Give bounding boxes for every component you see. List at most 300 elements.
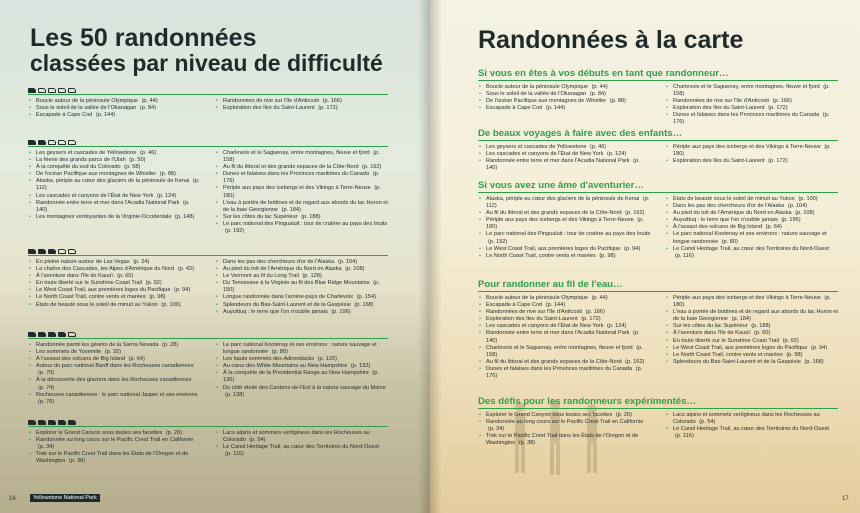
hike-page-ref: (p. 132) bbox=[350, 363, 371, 370]
hike-title: En toute liberté sur le Sunshine Coast Trail bbox=[673, 337, 780, 344]
hike-page-ref: (p. 140) bbox=[486, 158, 640, 172]
hike-list-item bbox=[215, 385, 388, 399]
hike-list-item bbox=[478, 323, 651, 330]
hike-title: Les hauts sommets des Adirondacks bbox=[223, 356, 315, 363]
hike-list-item bbox=[215, 309, 388, 316]
hike-list bbox=[478, 295, 651, 380]
hike-list-item bbox=[28, 437, 201, 451]
section-heading: Pour randonner au fil de l'eau… bbox=[478, 279, 838, 292]
hike-list bbox=[478, 196, 651, 260]
hike-list-item bbox=[28, 214, 201, 221]
hike-title: Le West Coast Trail, aux premières loges du Pacifique bbox=[486, 245, 621, 252]
hike-title: Trek sur le Pacific Crest Trail dans les États de l'Oregon et de Washington bbox=[36, 451, 189, 465]
hike-title: Les sommets de Yosemite bbox=[36, 349, 102, 356]
hike-page-ref: (p. 44) bbox=[141, 98, 158, 104]
hike-page-ref: (p. 184) bbox=[281, 206, 301, 213]
hike-page-ref: (p. 124) bbox=[156, 192, 177, 199]
hike-list bbox=[215, 98, 388, 112]
hike-list-item bbox=[215, 221, 388, 235]
hike-title: Périple aux pays des icebergs et des Vikings à Terre-Neuve bbox=[486, 217, 634, 224]
hike-list bbox=[665, 84, 838, 127]
hike-page-ref: (p. 166) bbox=[772, 98, 792, 105]
hike-list-item bbox=[665, 309, 838, 323]
hike-list-item bbox=[215, 302, 388, 309]
hike-page-ref: (p. 176) bbox=[486, 365, 643, 380]
hike-list bbox=[28, 430, 201, 465]
hike-page-ref: (p. 108) bbox=[345, 266, 365, 273]
hike-page-ref: (p. 116) bbox=[675, 433, 694, 440]
book-gutter bbox=[418, 0, 442, 513]
hike-page-ref: (p. 104) bbox=[337, 259, 358, 265]
hike-list-item bbox=[478, 151, 651, 158]
hike-title: Le Canol Heritage Trail, au cœur des Territoires du Nord-Ouest bbox=[223, 444, 379, 451]
hike-list bbox=[478, 144, 651, 172]
hike-title: Auyuittuq : le terre que l'on n'oublie jamais bbox=[673, 217, 778, 224]
hike-page-ref: (p. 176) bbox=[223, 171, 380, 185]
boot-icon bbox=[68, 249, 76, 254]
hike-page-ref: (p. 76) bbox=[38, 398, 55, 405]
difficulty-group bbox=[28, 138, 388, 235]
hike-title: Au fil du littoral et des grands espaces de la Côte-Nord bbox=[223, 164, 359, 171]
hike-page-ref: (p. 98) bbox=[599, 252, 616, 259]
hike-list-item bbox=[28, 98, 201, 105]
boot-icon bbox=[38, 140, 46, 145]
list-column bbox=[28, 150, 201, 235]
boot-icon bbox=[38, 332, 46, 337]
hike-list-item bbox=[28, 280, 201, 287]
hike-title: En pleine nature autour de Las Vegas bbox=[36, 259, 130, 265]
hike-list-item bbox=[478, 295, 651, 302]
hike-title: Explorer le Grand Canyon sous toutes ses facettes bbox=[486, 412, 613, 418]
hike-title: Périple aux pays des icebergs et des Vikings à Terre-Neuve bbox=[223, 185, 371, 192]
list-column bbox=[28, 98, 201, 119]
hike-page-ref: (p. 50) bbox=[129, 157, 146, 164]
hike-title: Le Canol Heritage Trail, au cœur des Territoires du Nord-Ouest bbox=[673, 245, 829, 252]
hike-title: Le North Coast Trail, contre vents et marées bbox=[486, 252, 596, 259]
hike-page-ref: (p. 192) bbox=[225, 228, 245, 235]
hike-title: Périple aux pays des icebergs et des Vikings à Terre-Neuve bbox=[673, 144, 821, 150]
hike-list bbox=[665, 295, 838, 366]
hike-page-ref: (p. 98) bbox=[149, 294, 166, 301]
hike-list-item bbox=[28, 178, 201, 192]
hike-page-ref: (p. 24) bbox=[133, 259, 150, 265]
hike-page-ref: (p. 94) bbox=[174, 287, 191, 294]
hike-list-item bbox=[665, 338, 838, 345]
hike-title: Le North Coast Trail, contre vents et marées bbox=[673, 351, 783, 358]
hike-page-ref: (p. 104) bbox=[787, 203, 808, 210]
hike-title: À l'assaut des volcans de Big Island bbox=[36, 356, 126, 363]
hike-list-item bbox=[28, 377, 201, 391]
hike-list-item bbox=[28, 294, 201, 301]
hike-list-item bbox=[28, 273, 201, 280]
hike-page-ref: (p. 20) bbox=[615, 412, 632, 418]
hike-list-item bbox=[28, 164, 201, 171]
boot-icon bbox=[58, 140, 66, 145]
hike-list-item bbox=[28, 200, 201, 214]
hike-title: Randonnée entre terre et mer dans l'Acadia National Park bbox=[486, 158, 630, 165]
difficulty-rating bbox=[28, 86, 388, 95]
hike-list-item bbox=[665, 359, 838, 366]
hike-list-item bbox=[215, 280, 388, 294]
hike-title: À l'aventure dans l'île de Kaua'i bbox=[36, 273, 114, 280]
hike-page-ref: (p. 100) bbox=[798, 196, 818, 202]
hike-list-item bbox=[478, 419, 651, 433]
hike-list-item bbox=[28, 112, 201, 119]
hike-list-item bbox=[478, 217, 651, 231]
hike-list-item bbox=[28, 302, 201, 309]
hike-page-ref: (p. 162) bbox=[362, 164, 382, 171]
hike-page-ref: (p. 44) bbox=[591, 295, 608, 301]
hike-title: Trek sur le Pacific Crest Trail dans les États de l'Oregon et de Washington bbox=[486, 433, 639, 447]
hike-page-ref: (p. 32) bbox=[104, 349, 122, 356]
hike-list-item bbox=[478, 84, 651, 91]
difficulty-rating bbox=[28, 247, 388, 256]
hike-page-ref: (p. 98) bbox=[786, 351, 803, 358]
hike-page-ref: (p. 94) bbox=[811, 344, 828, 351]
list-column bbox=[665, 412, 838, 447]
hike-page-ref: (p. 136) bbox=[223, 370, 379, 384]
hike-title: Randonnée au long cours sur le Pacific Crest Trail en Californie bbox=[36, 437, 194, 444]
boot-icon bbox=[38, 420, 46, 425]
hike-list-item bbox=[215, 164, 388, 171]
hike-page-ref: (p. 80) bbox=[721, 238, 738, 245]
hike-page-ref: (p. 168) bbox=[354, 301, 374, 308]
boot-icon bbox=[68, 88, 76, 93]
hike-title: Au fil du littoral et des grands espaces de la Côte-Nord bbox=[486, 358, 622, 365]
section-heading: Si vous avez une âme d'aventurier… bbox=[478, 180, 838, 193]
hike-title: Randonnées de rive sur l'île d'Anticosti bbox=[486, 309, 583, 316]
list-column bbox=[215, 98, 388, 119]
boot-icon bbox=[48, 249, 56, 254]
hike-list bbox=[665, 412, 838, 440]
hike-list-item bbox=[665, 295, 838, 309]
hike-list-item bbox=[215, 356, 388, 363]
hike-title: Dans les pas des chercheurs d'or de l'Alaska bbox=[673, 203, 785, 210]
difficulty-rating bbox=[28, 330, 388, 339]
hike-list bbox=[478, 412, 651, 447]
hike-list-item bbox=[665, 196, 838, 203]
hike-title: Randonnée entre terre et mer dans l'Acadia National Park bbox=[486, 330, 630, 337]
page-title: Les 50 randonnées bbox=[30, 24, 257, 52]
hike-list bbox=[28, 259, 201, 309]
hike-list-item bbox=[478, 231, 651, 245]
list-column bbox=[215, 342, 388, 406]
hike-list-item bbox=[215, 171, 388, 185]
hike-page-ref: (p. 112) bbox=[36, 178, 200, 192]
hike-list-item bbox=[215, 105, 388, 112]
hike-page-ref: (p. 54) bbox=[699, 419, 716, 426]
hike-list-item bbox=[665, 246, 838, 260]
hike-title: Randonnées de rive sur l'île d'Anticosti bbox=[673, 98, 770, 105]
hike-list-item bbox=[28, 392, 201, 406]
hike-list-item bbox=[478, 158, 651, 172]
hike-list-item bbox=[215, 150, 388, 164]
hike-title: Les cascades et canyons de l'État de New York bbox=[36, 192, 154, 199]
hike-title: Périple aux pays des icebergs et des Vikings à Terre-Neuve bbox=[673, 295, 821, 301]
hike-title: Splendeurs du Bas-Saint-Laurent et de la Gaspésie bbox=[673, 358, 801, 365]
hike-title: Escapade à Cape Cod bbox=[486, 105, 543, 112]
page-number-right: 17 bbox=[842, 496, 849, 502]
hike-title: À la conquête du sud du Colorado bbox=[36, 164, 121, 171]
hike-title: Dunes et falaises dans les Provinces maritimes du Canada bbox=[673, 112, 820, 119]
hike-title: À l'assaut des volcans de Big Island bbox=[673, 224, 763, 231]
list-column bbox=[28, 430, 201, 465]
hike-title: Le parc national des Pingualuit : tour de cratère au pays des Inuits bbox=[486, 231, 651, 238]
hike-page-ref: (p. 60) bbox=[754, 330, 771, 337]
hike-page-ref: (p. 124) bbox=[606, 151, 627, 158]
theme-section bbox=[478, 128, 838, 172]
hike-list-item bbox=[215, 266, 388, 273]
list-column bbox=[478, 84, 651, 127]
hike-title: Randonnées de rive sur l'île d'Anticosti bbox=[223, 98, 320, 104]
hike-list-item bbox=[478, 330, 651, 344]
boot-icon bbox=[28, 332, 36, 337]
hike-title: Autour du parc national Banff dans les Rocheuses canadiennes bbox=[36, 363, 194, 370]
hike-page-ref: (p. 34) bbox=[488, 426, 505, 433]
hike-page-ref: (p. 140) bbox=[36, 199, 190, 213]
hike-title: Escapade à Cape Cod bbox=[36, 112, 93, 119]
hike-page-ref: (p. 64) bbox=[128, 356, 145, 363]
hike-page-ref: (p. 158) bbox=[223, 150, 380, 164]
hike-title: Lacs alpins et sommets vertigineux dans les Rocheuses au Colorado bbox=[223, 430, 370, 444]
hike-page-ref: (p. 196) bbox=[331, 308, 351, 315]
hike-title: Les cascades et canyons de l'État de New York bbox=[486, 151, 604, 158]
hike-list-item bbox=[215, 200, 388, 214]
hike-page-ref: (p. 28) bbox=[162, 342, 179, 348]
hike-page-ref: (p. 168) bbox=[804, 358, 824, 365]
hike-list-item bbox=[28, 193, 201, 200]
hike-page-ref: (p. 188) bbox=[751, 323, 771, 330]
hike-page-ref: (p. 70) bbox=[38, 370, 55, 377]
hike-list-item bbox=[215, 430, 388, 444]
boot-icon bbox=[48, 88, 56, 93]
boot-icon bbox=[38, 249, 46, 254]
hike-page-ref: (p. 140) bbox=[486, 330, 640, 344]
hike-list bbox=[215, 150, 388, 235]
hike-page-ref: (p. 172) bbox=[768, 158, 788, 165]
hike-title: Dunes et falaises dans les Provinces maritimes du Canada bbox=[223, 171, 370, 178]
boot-icon bbox=[58, 420, 66, 425]
hike-title: Au pied du toit de l'Amérique du Nord en Alaska bbox=[223, 266, 342, 273]
hike-page-ref: (p. 88) bbox=[159, 171, 176, 178]
hike-page-ref: (p. 180) bbox=[673, 295, 831, 309]
hike-page-ref: (p. 144) bbox=[95, 112, 116, 119]
hike-page-ref: (p. 166) bbox=[322, 98, 342, 104]
hike-page-ref: (p. 144) bbox=[545, 105, 566, 112]
hike-page-ref: (p. 34) bbox=[38, 444, 55, 451]
section-heading: Si vous en êtes à vos débuts en tant que randonneur… bbox=[478, 68, 838, 81]
list-column bbox=[215, 430, 388, 465]
hike-list-item bbox=[215, 444, 388, 458]
hike-title: Rocheuses canadiennes : le parc national Jasper et ses environs bbox=[36, 391, 198, 398]
hike-page-ref: (p. 180) bbox=[486, 217, 644, 231]
hike-list-item bbox=[665, 112, 838, 126]
hike-title: Exploration des îles du Saint-Laurent bbox=[486, 316, 578, 323]
hike-title: Sur les côtes du lac Supérieur bbox=[223, 213, 298, 220]
boot-icon bbox=[28, 140, 36, 145]
hike-title: Le Vermont au fil du Long Trail bbox=[223, 273, 299, 280]
hike-page-ref: (p. 172) bbox=[768, 105, 788, 112]
hike-page-ref: (p. 158) bbox=[486, 344, 643, 358]
hike-page-ref: (p. 116) bbox=[675, 252, 694, 259]
hike-title: La chaîne des Cascades, les Alpes d'Amérique du Nord bbox=[36, 266, 175, 273]
hike-title: États de beauté sous le soleil de minuit au Yukon bbox=[36, 301, 158, 308]
hike-page-ref: (p. 54) bbox=[249, 437, 266, 444]
hike-title: Alaska, périple au cœur des glaciers de la péninsule de Kenai bbox=[486, 196, 640, 202]
hike-list-item bbox=[215, 370, 388, 384]
difficulty-group bbox=[28, 247, 388, 316]
hike-title: Dans les pas des chercheurs d'or de l'Alaska bbox=[223, 259, 335, 265]
photo-caption: Yellowstone National Park bbox=[30, 494, 100, 502]
hike-title: Le West Coast Trail, aux premières loges du Pacifique bbox=[673, 344, 808, 351]
hike-list bbox=[665, 144, 838, 165]
hike-title: Lacs alpins et sommets vertigineux dans les Rocheuses au Colorado bbox=[673, 412, 820, 426]
hike-list-item bbox=[478, 210, 651, 217]
list-column bbox=[478, 196, 651, 260]
hike-list bbox=[28, 150, 201, 221]
hike-title: Longue randonnée dans l'arrière-pays de Charlevoix bbox=[223, 294, 354, 301]
hike-list-item bbox=[478, 309, 651, 316]
boot-icon bbox=[28, 249, 36, 254]
hike-list-item bbox=[28, 150, 201, 157]
boot-icon bbox=[68, 420, 76, 425]
difficulty-rating bbox=[28, 418, 388, 427]
hike-list-item bbox=[478, 366, 651, 380]
hike-page-ref: (p. 92) bbox=[782, 337, 799, 344]
hike-page-ref: (p. 172) bbox=[581, 316, 601, 323]
hike-title: Randonnée au long cours sur le Pacific Crest Trail en Californie bbox=[486, 419, 644, 426]
boot-icon bbox=[58, 249, 66, 254]
hike-list bbox=[665, 196, 838, 260]
boot-icon bbox=[68, 140, 76, 145]
hike-list-item bbox=[665, 210, 838, 217]
hike-title: Le parc national des Pingualuit : tour de cratère au pays des Inuits bbox=[223, 220, 388, 227]
hike-page-ref: (p. 138) bbox=[225, 391, 245, 398]
hike-page-ref: (p. 144) bbox=[545, 302, 566, 309]
boot-icon bbox=[48, 420, 56, 425]
hike-title: Exploration des îles du Saint-Laurent bbox=[673, 158, 765, 165]
hike-list-item bbox=[28, 356, 201, 363]
hike-list-item bbox=[478, 246, 651, 253]
hike-list-item bbox=[215, 294, 388, 301]
hike-list-item bbox=[215, 342, 388, 356]
hike-title: Splendeurs du Bas-Saint-Laurent et de la Gaspésie bbox=[223, 301, 351, 308]
boot-icon bbox=[58, 332, 66, 337]
hike-title: Boucle autour de la péninsule Olympique bbox=[486, 84, 588, 90]
hike-title: Les cascades et canyons de l'État de New York bbox=[486, 323, 604, 330]
hike-page-ref: (p. 38) bbox=[518, 440, 536, 447]
list-column bbox=[28, 259, 201, 316]
list-column bbox=[665, 295, 838, 380]
hike-list-item bbox=[28, 363, 201, 377]
hike-list-item bbox=[28, 105, 201, 112]
hike-list-item bbox=[665, 412, 838, 426]
hike-title: Charlevoix et le Saguenay, entre montagnes, fleuve et fjord bbox=[673, 84, 820, 90]
section-heading: Des défis pour les randonneurs expérimentés… bbox=[478, 396, 838, 409]
hike-title: Du côté étoilé des Cantons-de-l'Est à la nature sauvage du Maine bbox=[223, 384, 386, 391]
hike-page-ref: (p. 162) bbox=[625, 358, 645, 365]
hike-list bbox=[28, 342, 201, 406]
hike-page-ref: (p. 80) bbox=[271, 349, 288, 356]
hike-list-item bbox=[665, 231, 838, 245]
hike-list-item bbox=[665, 105, 838, 112]
hike-page-ref: (p. 74) bbox=[38, 384, 55, 391]
hike-list-item bbox=[215, 259, 388, 266]
hike-title: À la découverte des glaciers dans les Rocheuses canadiennes bbox=[36, 377, 192, 384]
hike-page-ref: (p. 38) bbox=[68, 458, 86, 465]
hike-title: Charlevoix et le Saguenay, entre montagnes, fleuve et fjord bbox=[223, 150, 370, 156]
hike-title: Les montagnes verdoyantes de la Virginie-Occidentale bbox=[36, 213, 172, 220]
hike-list-item bbox=[665, 330, 838, 337]
list-column bbox=[215, 259, 388, 316]
hike-list-item bbox=[215, 98, 388, 105]
hike-title: La féerie des grands parcs de l'Utah bbox=[36, 157, 126, 164]
hike-title: Au pied du toit de l'Amérique du Nord en Alaska bbox=[673, 210, 792, 217]
hike-title: Le Canol Heritage Trail, au cœur des Territoires du Nord-Ouest bbox=[673, 426, 829, 433]
hike-page-ref: (p. 166) bbox=[585, 309, 605, 316]
list-column bbox=[478, 144, 651, 172]
hike-page-ref: (p. 44) bbox=[591, 84, 608, 90]
theme-section bbox=[478, 68, 838, 127]
hike-list-item bbox=[665, 224, 838, 231]
hike-title: Exploration des îles du Saint-Laurent bbox=[673, 105, 765, 112]
boot-icon bbox=[68, 332, 76, 337]
hike-list-item bbox=[478, 105, 651, 112]
page-title-right: Randonnées à la carte bbox=[478, 26, 744, 54]
list-column bbox=[665, 196, 838, 260]
hike-page-ref: (p. 120) bbox=[317, 356, 337, 363]
list-column bbox=[28, 342, 201, 406]
hike-list-item bbox=[28, 342, 201, 349]
hike-list-item bbox=[28, 451, 201, 465]
hike-list bbox=[215, 342, 388, 399]
hike-page-ref: (p. 192) bbox=[488, 238, 508, 245]
hike-page-ref: (p. 58) bbox=[124, 164, 141, 171]
hike-list-item bbox=[665, 98, 838, 105]
page-number-left: 16 bbox=[9, 496, 16, 502]
list-column bbox=[215, 150, 388, 235]
hike-page-ref: (p. 116) bbox=[225, 451, 244, 458]
hike-title: Auyuittuq : le terre que l'on n'oublie jamais bbox=[223, 308, 328, 315]
hike-title: Dunes et falaises dans les Provinces maritimes du Canada bbox=[486, 365, 633, 372]
hike-title: Sur les côtes du lac Supérieur bbox=[673, 323, 748, 330]
hike-title: Alaska, périple au cœur des glaciers de la péninsule de Kenai bbox=[36, 178, 190, 185]
hike-page-ref: (p. 46) bbox=[140, 150, 157, 156]
hike-title: Le parc national Kootenay et ses environs : nature sauvage et longue randonnée bbox=[673, 231, 827, 245]
hike-title: En toute liberté sur le Sunshine Coast Trail bbox=[36, 280, 143, 287]
hike-title: Sous le soleil de la vallée de l'Okanagan bbox=[486, 91, 587, 98]
hike-list-item bbox=[215, 214, 388, 221]
hike-page-ref: (p. 64) bbox=[765, 224, 782, 231]
hike-list-item bbox=[478, 91, 651, 98]
hike-list-item bbox=[478, 359, 651, 366]
list-column bbox=[478, 412, 651, 447]
hike-title: Le North Coast Trail, contre vents et marées bbox=[36, 294, 146, 301]
hike-title: L'eau à portée de bottines et de regard aux abords du lac Huron et de la baie Georgienne bbox=[673, 309, 838, 323]
hike-title: Les geysers et cascades de Yellowstone bbox=[36, 150, 137, 156]
hike-title: De l'océan Pacifique aux montagnes de Whistler bbox=[36, 171, 157, 178]
hike-list-item bbox=[478, 433, 651, 447]
hike-title: Exploration des îles du Saint-Laurent bbox=[223, 105, 315, 112]
boot-icon bbox=[48, 140, 56, 145]
hike-title: États de beauté sous le soleil de minuit au Yukon bbox=[673, 196, 795, 202]
hike-page-ref: (p. 108) bbox=[795, 210, 815, 217]
hike-page-ref: (p. 84) bbox=[589, 91, 607, 98]
theme-section bbox=[478, 279, 838, 380]
hike-title: Randonnée entre terre et mer dans l'Acadia National Park bbox=[36, 199, 180, 206]
hike-page-ref: (p. 172) bbox=[318, 105, 338, 112]
hike-title: Du Tennessee à la Virginie au fil des Blue Ridge Mountains bbox=[223, 280, 370, 287]
